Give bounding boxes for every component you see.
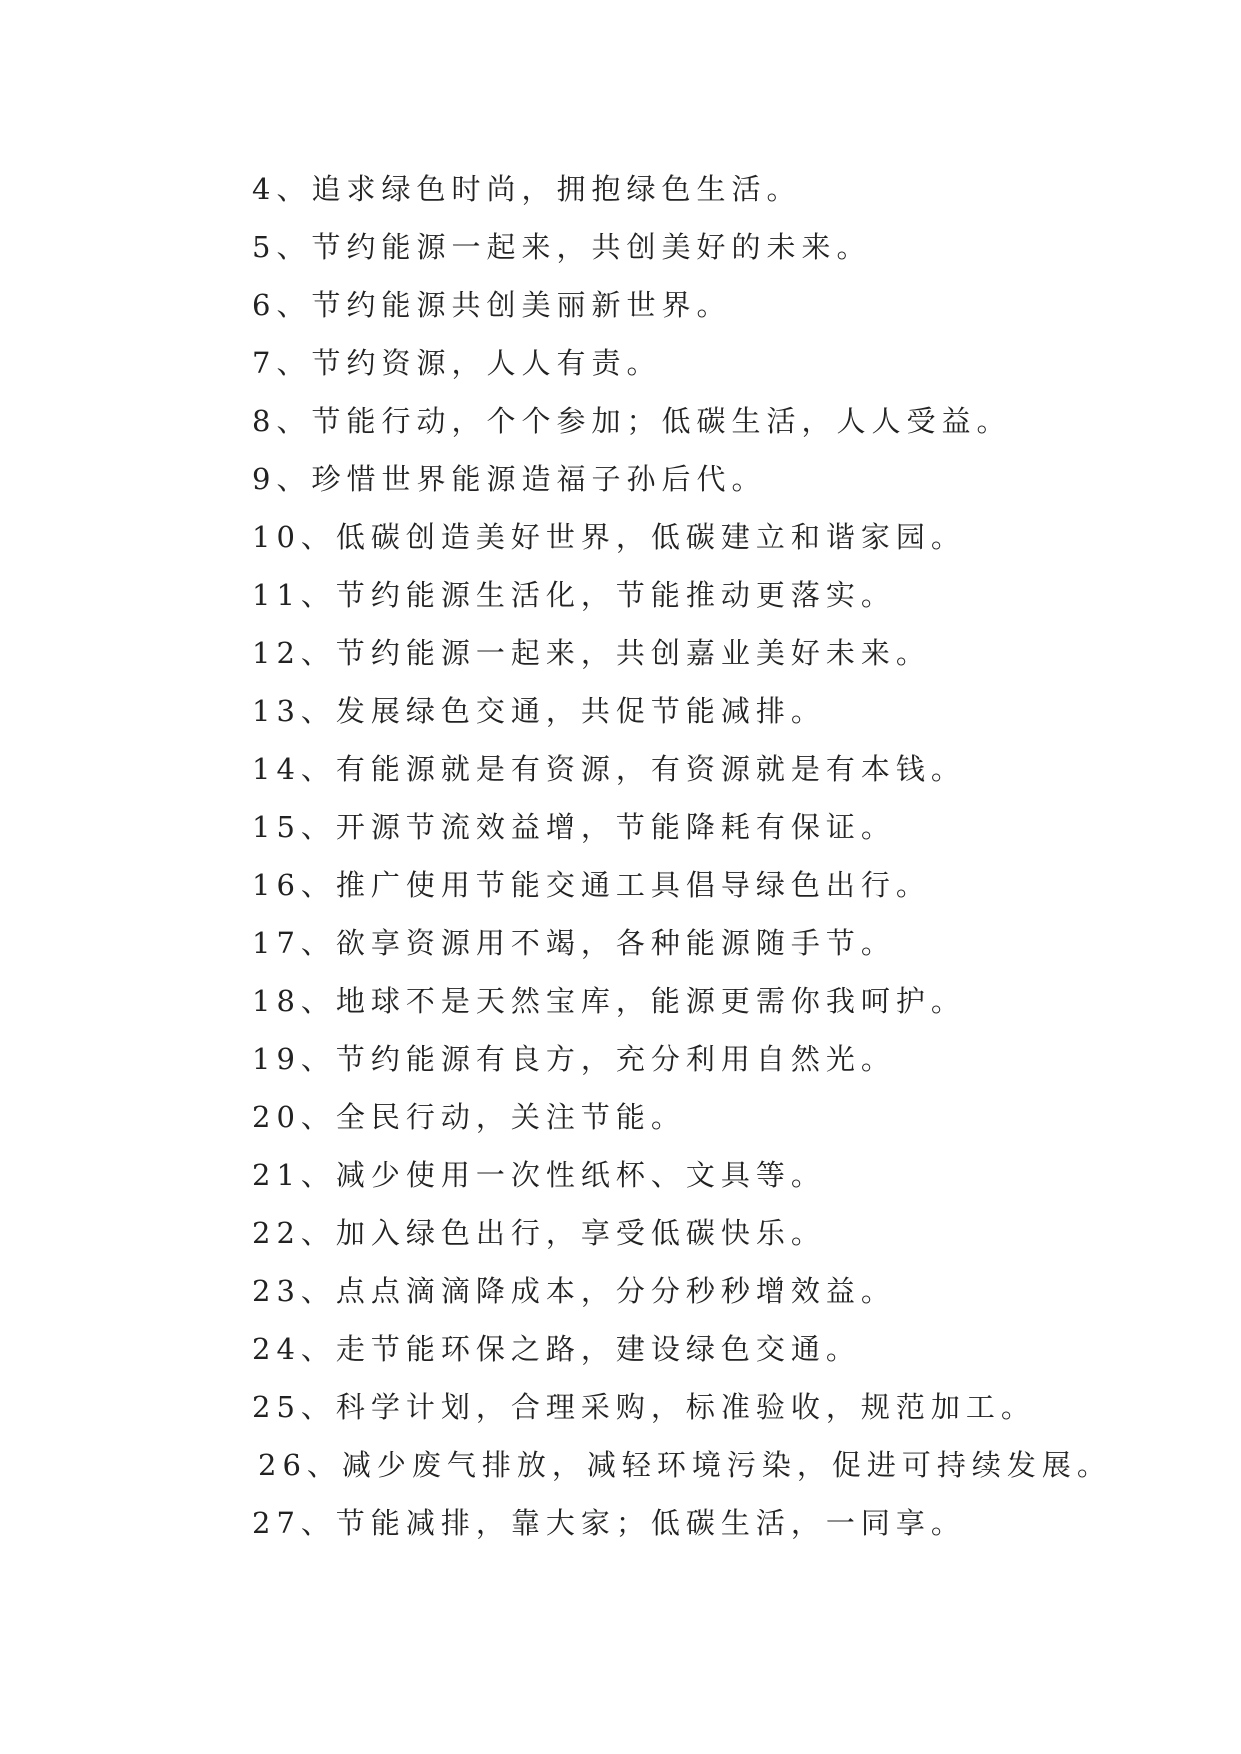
list-item: 15、开源节流效益增，节能降耗有保证。 xyxy=(252,810,896,844)
list-item: 21、减少使用一次性纸杯、文具等。 xyxy=(252,1158,826,1192)
list-item: 16、推广使用节能交通工具倡导绿色出行。 xyxy=(252,868,931,902)
list-item: 5、节约能源一起来，共创美好的未来。 xyxy=(252,230,872,264)
list-item: 12、节约能源一起来，共创嘉业美好未来。 xyxy=(252,636,931,670)
list-item: 4、追求绿色时尚，拥抱绿色生活。 xyxy=(252,172,802,206)
list-item: 19、节约能源有良方，充分利用自然光。 xyxy=(252,1042,896,1076)
list-item: 27、节能减排，靠大家；低碳生活，一同享。 xyxy=(252,1506,966,1540)
list-item: 24、走节能环保之路，建设绿色交通。 xyxy=(252,1332,861,1366)
list-item: 6、节约能源共创美丽新世界。 xyxy=(252,288,732,322)
list-item: 20、全民行动，关注节能。 xyxy=(252,1100,686,1134)
slogan-list xyxy=(252,160,1212,1552)
list-item: 18、地球不是天然宝库，能源更需你我呵护。 xyxy=(252,984,966,1018)
list-item: 23、点点滴滴降成本，分分秒秒增效益。 xyxy=(252,1274,896,1308)
list-item: 11、节约能源生活化，节能推动更落实。 xyxy=(252,578,896,612)
list-item: 26、减少废气排放，减轻环境污染，促进可持续发展。 xyxy=(258,1448,1112,1482)
list-item: 8、节能行动，个个参加；低碳生活，人人受益。 xyxy=(252,404,1012,438)
list-item: 13、发展绿色交通，共促节能减排。 xyxy=(252,694,826,728)
list-item: 25、科学计划，合理采购，标准验收，规范加工。 xyxy=(252,1390,1036,1424)
list-item: 14、有能源就是有资源，有资源就是有本钱。 xyxy=(252,752,966,786)
list-item: 17、欲享资源用不竭，各种能源随手节。 xyxy=(252,926,896,960)
list-item: 22、加入绿色出行，享受低碳快乐。 xyxy=(252,1216,826,1250)
list-item: 7、节约资源，人人有责。 xyxy=(252,346,662,380)
list-item: 10、低碳创造美好世界，低碳建立和谐家园。 xyxy=(252,520,966,554)
list-item: 9、珍惜世界能源造福子孙后代。 xyxy=(252,462,767,496)
